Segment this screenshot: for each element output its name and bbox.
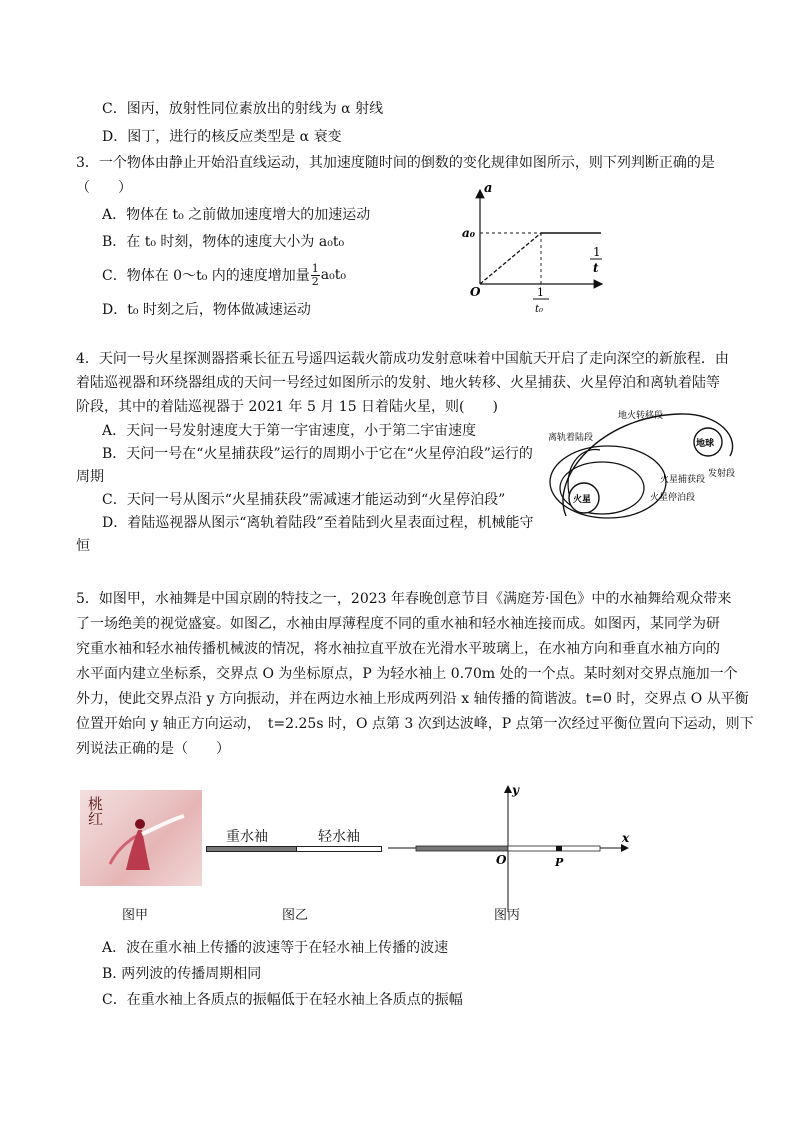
water-sleeve-dance-photo: [80, 790, 202, 886]
capture-label: 火星捕获段: [660, 475, 706, 485]
q3-option-c-prefix: C．物体在 0～t₀ 内的速度增加量: [102, 268, 310, 284]
dancer-figure: [80, 790, 202, 886]
q5-option-a: A．波在重水袖上传播的波速等于在轻水袖上传播的波速: [102, 940, 449, 956]
q2-option-d: D．图丁，进行的核反应类型是 α 衰变: [102, 129, 342, 145]
q4-option-c: C．天问一号从图示“火星捕获段”需减速才能运动到“火星停泊段”: [102, 492, 506, 508]
q4-option-d-line-1: D．着陆巡视器从图示“离轨着陆段”至着陆到火星表面过程，机械能守: [102, 515, 534, 531]
q5-option-b: B. 两列波的传播周期相同: [102, 966, 262, 982]
q4-stem-line-2: 着陆巡视器和环绕器组成的天问一号经过如图所示的发射、地火转移、火星捕获、火星停泊和离轨着陆等: [76, 375, 720, 391]
parking-label: 火星停泊段: [650, 493, 696, 503]
figure-c-caption: 图丙: [494, 908, 521, 923]
q5-stem-line-6: 位置开始向 y 轴正方向运动， t=2.25s 时，O 点第 3 次到达波峰，P 点第一次经过平衡位置向下运动，则下: [76, 716, 754, 732]
figure-b-caption: 图乙: [282, 908, 309, 923]
q5-stem-line-4: 水平面内建立坐标系，交界点 O 为坐标原点，P 为轻水袖上 0.70m 处的一个点。某时刻对交界点施加一个: [76, 666, 738, 682]
origin-label: O: [470, 285, 481, 299]
heavy-sleeve-label: 重水袖: [226, 829, 268, 845]
x-label-denominator: t: [593, 261, 599, 275]
x-label-numerator: 1: [593, 245, 601, 259]
rising-segment: [480, 233, 541, 284]
launch-label: 发射段: [708, 469, 736, 479]
q5-stem-line-7: 列说法正确的是（ ）: [76, 741, 230, 757]
q5-stem-line-1: 5．如图甲，水袖舞是中国京剧的特技之一，2023 年春晚创意节目《满庭芳·国色》中的水袖舞给观众带来: [76, 591, 732, 607]
x-axis-label: x: [622, 831, 630, 845]
point-p-marker: [556, 846, 562, 851]
origin-label: O: [496, 853, 507, 867]
q3-option-a: A．物体在 t₀ 之前做加速度增大的加速运动: [102, 207, 371, 223]
heavy-sleeve-bar: [206, 846, 298, 852]
q3-option-c-suffix: a₀t₀: [320, 267, 346, 283]
q3-option-d: D．t₀ 时刻之后，物体做减速运动: [102, 302, 311, 318]
point-p-label: P: [555, 856, 564, 869]
tick-numerator: 1: [537, 286, 544, 299]
transfer-label: 地火转移段: [618, 411, 664, 421]
mars-label: 火星: [573, 495, 592, 505]
q4-option-d-line-2: 恒: [76, 538, 90, 554]
fraction-one-half: [311, 263, 320, 288]
q5-stem-line-2: 了一场绝美的视觉盛宴。如图乙，水袖由厚薄程度不同的重水袖和轻水袖连接而成。如图丙，某同学为研: [76, 616, 720, 632]
q4-option-b-line-1: B．天问一号在“火星捕获段”运行的周期小于它在“火星停泊段”运行的: [102, 446, 533, 462]
deorbit-label: 离轨着陆段: [548, 433, 594, 443]
heavy-sleeve-on-axis: [416, 846, 508, 851]
figure-a-caption: 图甲: [122, 908, 149, 923]
fraction-denominator: 2: [311, 274, 319, 288]
q3-option-c: [102, 258, 346, 292]
y-axis-label: y: [512, 783, 519, 797]
q4-stem-line-3: 阶段，其中的着陆巡视器于 2021 年 5 月 15 日着陆火星，则( ): [76, 399, 498, 415]
photo-calligraphy: 桃红: [86, 796, 104, 826]
q5-coordinate-diagram: [384, 780, 634, 920]
q4-orbit-diagram: [540, 398, 740, 528]
y-tick-a0: a₀: [462, 226, 476, 240]
q4-option-b-line-2: 周期: [76, 469, 104, 485]
earth-label: 地球: [696, 439, 715, 449]
q3-stem-line-1: 3．一个物体由静止开始沿直线运动，其加速度随时间的倒数的变化规律如图所示，则下列判断正确的是: [76, 155, 715, 171]
light-sleeve-bar: [296, 846, 382, 852]
q5-option-c: C．在重水袖上各质点的振幅低于在轻水袖上各质点的振幅: [102, 992, 463, 1008]
tick-denominator: t₀: [535, 304, 544, 315]
y-axis-label: a: [484, 181, 493, 196]
light-sleeve-on-axis: [508, 846, 600, 851]
q4-option-a: A．天问一号发射速度大于第一宇宙速度，小于第二宇宙速度: [102, 423, 477, 439]
q3-stem-line-2: （ ）: [76, 180, 132, 196]
q5-stem-line-3: 究重水袖和轻水袖传播机械波的情况，将水袖拉直平放在光滑水平玻璃上，在水袖方向和垂直水袖方向的: [76, 641, 720, 657]
light-sleeve-label: 轻水袖: [318, 829, 360, 845]
q4-stem-line-1: 4．天问一号火星探测器搭乘长征五号遥四运载火箭成功发射意味着中国航天开启了走向深空的新旅程．由: [76, 351, 729, 367]
q3-acceleration-graph: [460, 178, 620, 328]
q3-option-b: B．在 t₀ 时刻，物体的速度大小为 a₀t₀: [102, 234, 345, 250]
fraction-numerator: 1: [311, 261, 319, 275]
q2-option-c: C．图丙，放射性同位素放出的射线为 α 射线: [102, 101, 384, 117]
q5-stem-line-5: 外力，使此交界点沿 y 方向振动，并在两边水袖上形成两列沿 x 轴传播的简谐波。t=0 时，交界点 O 从平衡: [76, 691, 749, 707]
